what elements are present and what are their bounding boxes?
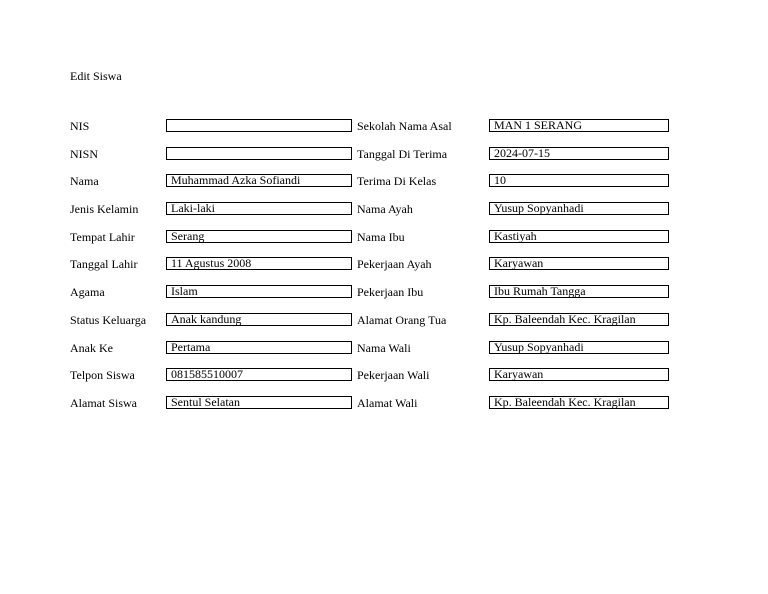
field-status-keluarga[interactable]: Anak kandung bbox=[166, 313, 352, 326]
label-telpon-siswa: Telpon Siswa bbox=[70, 368, 135, 383]
label-jenis-kelamin: Jenis Kelamin bbox=[70, 202, 139, 217]
label-pekerjaan-wali: Pekerjaan Wali bbox=[357, 368, 430, 383]
field-pekerjaan-ibu[interactable]: Ibu Rumah Tangga bbox=[489, 285, 669, 298]
field-tanggal-lahir[interactable]: 11 Agustus 2008 bbox=[166, 257, 352, 270]
field-tempat-lahir[interactable]: Serang bbox=[166, 230, 352, 243]
label-tempat-lahir: Tempat Lahir bbox=[70, 229, 135, 244]
label-agama: Agama bbox=[70, 285, 105, 300]
field-nis[interactable] bbox=[166, 119, 352, 132]
label-tanggal-di-terima: Tanggal Di Terima bbox=[357, 146, 448, 161]
label-tanggal-lahir: Tanggal Lahir bbox=[70, 257, 138, 272]
field-nama-wali[interactable]: Yusup Sopyanhadi bbox=[489, 341, 669, 354]
label-nama: Nama bbox=[70, 174, 99, 189]
label-nisn: NISN bbox=[70, 146, 99, 161]
field-alamat-siswa[interactable]: Sentul Selatan bbox=[166, 396, 352, 409]
label-nama-wali: Nama Wali bbox=[357, 340, 411, 355]
field-jenis-kelamin[interactable]: Laki-laki bbox=[166, 202, 352, 215]
label-alamat-orang-tua: Alamat Orang Tua bbox=[357, 312, 447, 327]
field-nama-ayah[interactable]: Yusup Sopyanhadi bbox=[489, 202, 669, 215]
label-alamat-wali: Alamat Wali bbox=[357, 395, 418, 410]
field-anak-ke[interactable]: Pertama bbox=[166, 341, 352, 354]
label-terima-di-kelas: Terima Di Kelas bbox=[357, 174, 437, 189]
field-pekerjaan-ayah[interactable]: Karyawan bbox=[489, 257, 669, 270]
label-status-keluarga: Status Keluarga bbox=[70, 312, 147, 327]
label-alamat-siswa: Alamat Siswa bbox=[70, 395, 137, 410]
field-alamat-wali[interactable]: Kp. Baleendah Kec. Kragilan bbox=[489, 396, 669, 409]
field-telpon-siswa[interactable]: 081585510007 bbox=[166, 368, 352, 381]
field-terima-di-kelas[interactable]: 10 bbox=[489, 174, 669, 187]
label-nama-ayah: Nama Ayah bbox=[357, 202, 413, 217]
label-pekerjaan-ayah: Pekerjaan Ayah bbox=[357, 257, 432, 272]
page-title: Edit Siswa bbox=[70, 69, 122, 83]
label-nama-ibu: Nama Ibu bbox=[357, 229, 405, 244]
label-pekerjaan-ibu: Pekerjaan Ibu bbox=[357, 285, 424, 300]
field-tanggal-di-terima[interactable]: 2024-07-15 bbox=[489, 147, 669, 160]
field-nama[interactable]: Muhammad Azka Sofiandi bbox=[166, 174, 352, 187]
field-pekerjaan-wali[interactable]: Karyawan bbox=[489, 368, 669, 381]
field-alamat-orang-tua[interactable]: Kp. Baleendah Kec. Kragilan bbox=[489, 313, 669, 326]
field-sekolah-nama-asal[interactable]: MAN 1 SERANG bbox=[489, 119, 669, 132]
field-nisn[interactable] bbox=[166, 147, 352, 160]
label-nis: NIS bbox=[70, 119, 90, 133]
field-nama-ibu[interactable]: Kastiyah bbox=[489, 230, 669, 243]
label-anak-ke: Anak Ke bbox=[70, 340, 113, 355]
label-sekolah-nama-asal: Sekolah Nama Asal bbox=[357, 119, 452, 133]
field-agama[interactable]: Islam bbox=[166, 285, 352, 298]
